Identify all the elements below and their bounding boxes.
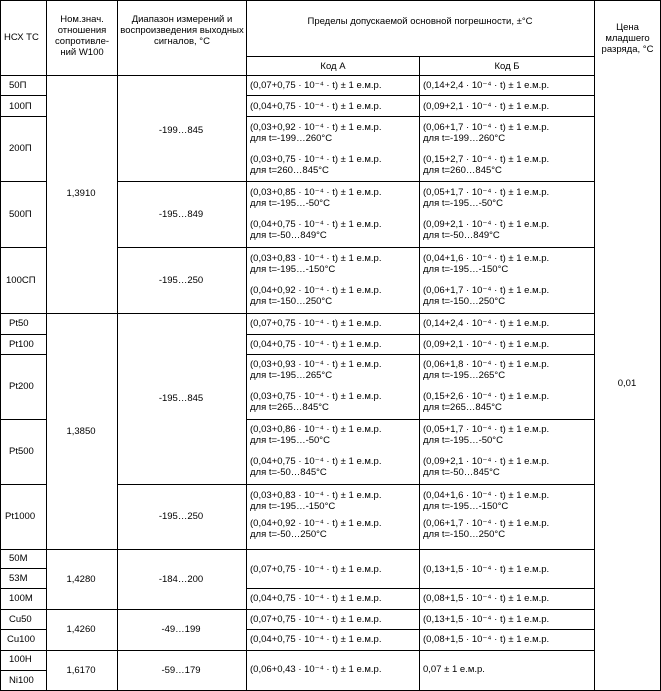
formula-a: (0,03+0,86 · 10⁻⁴ · t) ± 1 е.м.р. — [250, 424, 382, 435]
formula-b: (0,06+1,7 · 10⁻⁴ · t) ± 1 е.м.р. — [423, 122, 550, 133]
type-cell: Pt500 — [9, 446, 34, 457]
range-cell: -195…849 — [158, 209, 204, 220]
formula-a: (0,04+0,75 · 10⁻⁴ · t) ± 1 е.м.р. — [250, 339, 382, 350]
type-cell: Cu100 — [7, 634, 35, 645]
type-cell: Pt100 — [9, 339, 34, 350]
formula-b: (0,05+1,7 · 10⁻⁴ · t) ± 1 е.м.р. — [423, 187, 550, 198]
formula-b: (0,04+1,6 · 10⁻⁴ · t) ± 1 е.м.р. — [423, 253, 550, 264]
formula-b: (0,09+2,1 · 10⁻⁴ · t) ± 1 е.м.р. — [423, 339, 550, 350]
header-code-b: Код Б — [494, 61, 520, 72]
formula-a-condition: для t=-150…250°С — [250, 296, 333, 307]
formula-a: (0,07+0,75 · 10⁻⁴ · t) ± 1 е.м.р. — [250, 80, 382, 91]
formula-b: (0,04+1,6 · 10⁻⁴ · t) ± 1 е.м.р. — [423, 490, 550, 501]
header-code-a: Код А — [320, 61, 346, 72]
formula-a: (0,04+0,75 · 10⁻⁴ · t) ± 1 е.м.р. — [250, 593, 382, 604]
formula-a: (0,03+0,93 · 10⁻⁴ · t) ± 1 е.м.р. — [250, 359, 382, 370]
type-cell: 100М — [9, 593, 33, 604]
formula-b: (0,08+1,5 · 10⁻⁴ · t) ± 1 е.м.р. — [423, 593, 550, 604]
ratio-cell: 1,6170 — [66, 665, 96, 676]
formula-a-condition: для t=-50…250°С — [250, 529, 327, 540]
type-cell: 100П — [9, 101, 32, 112]
formula-b: (0,14+2,4 · 10⁻⁴ · t) ± 1 е.м.р. — [423, 318, 550, 329]
ratio-cell: 1,3850 — [66, 426, 96, 437]
type-cell: 500П — [9, 209, 32, 220]
formula-b-condition: для t=260…845°С — [423, 165, 502, 176]
range-cell: -199…845 — [158, 125, 204, 136]
type-cell: 53М — [9, 573, 28, 584]
formula-a: (0,04+0,75 · 10⁻⁴ · t) ± 1 е.м.р. — [250, 101, 382, 112]
formula-b: (0,06+1,7 · 10⁻⁴ · t) ± 1 е.м.р. — [423, 285, 550, 296]
formula-a-condition: для t=-195…-150°С — [250, 501, 336, 512]
ratio-cell: 1,3910 — [66, 188, 96, 199]
formula-a: (0,03+0,83 · 10⁻⁴ · t) ± 1 е.м.р. — [250, 253, 382, 264]
formula-a: (0,03+0,92 · 10⁻⁴ · t) ± 1 е.м.р. — [250, 122, 382, 133]
formula-a-condition: для t=-195…265°С — [250, 370, 333, 381]
formula-a-condition: для t=-195…-50°С — [250, 435, 330, 446]
formula-a-condition: для t=-50…845°С — [250, 467, 327, 478]
formula-b-condition: для t=-195…-50°С — [423, 198, 503, 209]
formula-a: (0,04+0,75 · 10⁻⁴ · t) ± 1 е.м.р. — [250, 456, 382, 467]
formula-b-condition: для t=-50…849°С — [423, 230, 500, 241]
step-value: 0,01 — [617, 378, 637, 389]
formula-b-condition: для t=-199…260°С — [423, 133, 506, 144]
formula-a-condition: для t=-199…260°С — [250, 133, 333, 144]
header-range: Диапазон измерений и воспроизведения выходных сигналов, °С — [120, 14, 244, 47]
header-step: Цена младшего разряда, °С — [601, 22, 654, 55]
type-cell: Pt200 — [9, 381, 34, 392]
formula-a: (0,03+0,75 · 10⁻⁴ · t) ± 1 е.м.р. — [250, 154, 382, 165]
formula-b: (0,15+2,7 · 10⁻⁴ · t) ± 1 е.м.р. — [423, 154, 550, 165]
formula-b: (0,09+2,1 · 10⁻⁴ · t) ± 1 е.м.р. — [423, 456, 550, 467]
type-cell: 50М — [9, 553, 28, 564]
formula-a-condition: для t=260…845°С — [250, 165, 329, 176]
type-cell: 50П — [9, 80, 27, 91]
formula-b: (0,14+2,4 · 10⁻⁴ · t) ± 1 е.м.р. — [423, 80, 550, 91]
formula-a: (0,04+0,92 · 10⁻⁴ · t) ± 1 е.м.р. — [250, 518, 382, 529]
type-cell: 100Н — [9, 654, 32, 665]
formula-a-condition: для t=-50…849°С — [250, 230, 327, 241]
formula-a: (0,03+0,85 · 10⁻⁴ · t) ± 1 е.м.р. — [250, 187, 382, 198]
formula-a: (0,04+0,75 · 10⁻⁴ · t) ± 1 е.м.р. — [250, 634, 382, 645]
formula-a: (0,03+0,83 · 10⁻⁴ · t) ± 1 е.м.р. — [250, 490, 382, 501]
ratio-cell: 1,4280 — [66, 574, 96, 585]
formula-b-condition: для t=-195…265°С — [423, 370, 506, 381]
formula-b-condition: для t=-50…845°С — [423, 467, 500, 478]
formula-b: (0,06+1,8 · 10⁻⁴ · t) ± 1 е.м.р. — [423, 359, 550, 370]
header-ratio: Ном.знач. отношения сопротивле-ний W100 — [54, 14, 110, 58]
formula-b: 0,07 ± 1 е.м.р. — [423, 664, 485, 675]
formula-a-condition: для t=265…845°С — [250, 402, 329, 413]
formula-b: (0,08+1,5 · 10⁻⁴ · t) ± 1 е.м.р. — [423, 634, 550, 645]
type-cell: Pt50 — [9, 318, 29, 329]
type-cell: Ni100 — [9, 675, 34, 686]
formula-b: (0,05+1,7 · 10⁻⁴ · t) ± 1 е.м.р. — [423, 424, 550, 435]
formula-b: (0,09+2,1 · 10⁻⁴ · t) ± 1 е.м.р. — [423, 219, 550, 230]
type-cell: Cu50 — [9, 614, 32, 625]
ratio-cell: 1,4260 — [66, 624, 96, 635]
range-cell: -195…250 — [158, 275, 204, 286]
type-cell: 100СП — [6, 275, 36, 286]
formula-a: (0,07+0,75 · 10⁻⁴ · t) ± 1 е.м.р. — [250, 564, 382, 575]
formula-b-condition: для t=-150…250°С — [423, 296, 506, 307]
formula-b-condition: для t=-150…250°С — [423, 529, 506, 540]
range-cell: -195…250 — [158, 511, 204, 522]
formula-b: (0,15+2,6 · 10⁻⁴ · t) ± 1 е.м.р. — [423, 391, 550, 402]
formula-a: (0,04+0,75 · 10⁻⁴ · t) ± 1 е.м.р. — [250, 219, 382, 230]
formula-a: (0,07+0,75 · 10⁻⁴ · t) ± 1 е.м.р. — [250, 614, 382, 625]
formula-b-condition: для t=265…845°С — [423, 402, 502, 413]
formula-a: (0,04+0,92 · 10⁻⁴ · t) ± 1 е.м.р. — [250, 285, 382, 296]
formula-a-condition: для t=-195…-50°С — [250, 198, 330, 209]
range-cell: -184…200 — [158, 574, 204, 585]
formula-a: (0,06+0,43 · 10⁻⁴ · t) ± 1 е.м.р. — [250, 664, 382, 675]
formula-b: (0,09+2,1 · 10⁻⁴ · t) ± 1 е.м.р. — [423, 101, 550, 112]
type-cell: 200П — [9, 143, 32, 154]
formula-a-condition: для t=-195…-150°С — [250, 264, 336, 275]
formula-b: (0,06+1,7 · 10⁻⁴ · t) ± 1 е.м.р. — [423, 518, 550, 529]
range-cell: -59…179 — [161, 665, 201, 676]
type-cell: Pt1000 — [5, 511, 36, 522]
formula-b: (0,13+1,5 · 10⁻⁴ · t) ± 1 е.м.р. — [423, 614, 550, 625]
range-cell: -49…199 — [161, 624, 201, 635]
formula-b-condition: для t=-195…-150°С — [423, 264, 509, 275]
formula-a: (0,03+0,75 · 10⁻⁴ · t) ± 1 е.м.р. — [250, 391, 382, 402]
header-type: НСХ ТС — [4, 32, 39, 43]
header-tolerance: Пределы допускаемой основной погрешности, ±°С — [307, 16, 533, 27]
formula-b-condition: для t=-195…-150°С — [423, 501, 509, 512]
formula-a: (0,07+0,75 · 10⁻⁴ · t) ± 1 е.м.р. — [250, 318, 382, 329]
formula-b-condition: для t=-195…-50°С — [423, 435, 503, 446]
formula-b: (0,13+1,5 · 10⁻⁴ · t) ± 1 е.м.р. — [423, 564, 550, 575]
range-cell: -195…845 — [158, 393, 204, 404]
